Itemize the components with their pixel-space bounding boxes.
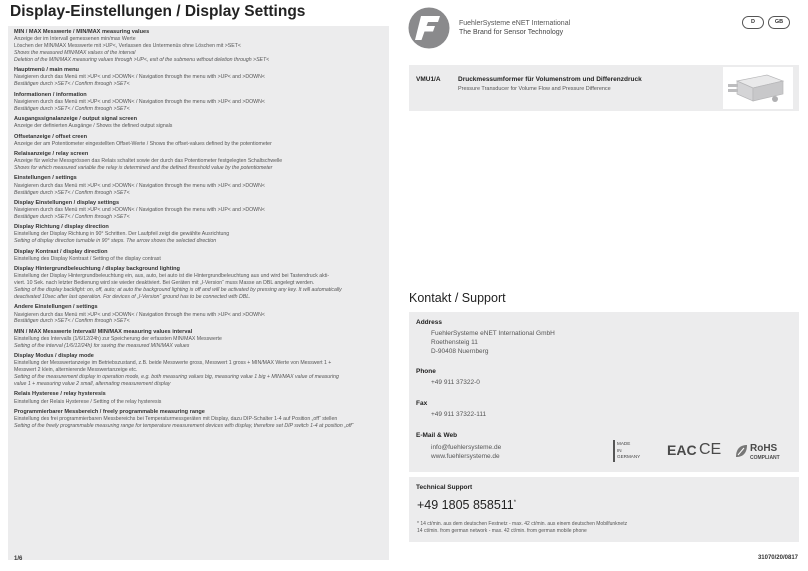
document-number: 31070/20/0817 [757,555,798,561]
made-in-germany-text: MADE [617,441,631,446]
page-number: 1/6 [14,556,23,562]
rohs-badge [735,443,787,465]
brand-tagline: The Brand for Sensor Technology [459,29,564,36]
section-heading: Display Hintergrundbeleuchtung / display background lighting [14,266,180,273]
section-text-en: Bestätigen durch >SET< / Confirm through >SET< [14,81,130,88]
section-text: Anzeige der im Intervall gemessenen min/max Werte [14,36,136,43]
settings-section [14,224,383,245]
section-text: Einstellung des Display Kontrast / Setting of the display contrast [14,255,161,262]
section-text: Navigieren durch das Menü mit >UP< und >DOWN< / Navigation through the menu with >UP< and >DOWN< [14,182,265,189]
section-text-en: Shows the measured MIN/MAX values of the interval [14,50,136,57]
brand-name: FuehlerSysteme eNET International [459,20,571,27]
settings-section [14,304,383,325]
section-heading: Display Modus / display mode [14,353,94,360]
section-text: Anzeige der am Potentiometer eingestellten Offset-Werte / Shows the offset-values defined by the potentiometer [14,140,272,147]
section-text-en: value 1 + measuring value 2 small, alternating measurement display [14,381,171,388]
made-in-germany-text: IN [617,447,622,453]
made-in-germany-text: GERMANY [617,454,641,460]
settings-section [14,391,383,405]
section-text-en: Setting of the interval (1/6/12/24h) for saving the measured MIN/MAX values [14,342,190,349]
language-badge-gb: GB [768,16,790,29]
section-text: Einstellung des frei programmierbaren Messbereichs bei Temperaturmessgeräten mit Display, dazu DIP-Schalter 1-4 auf Position „off“ stellen [14,416,338,423]
section-heading: Relaisanzeige / relay screen [14,151,89,158]
support-rate-note-de: * 14 ct/min. aus dem deutschen Festnetz - max. 42 ct/min. aus einem deutschen Mobilfunknetz [417,521,628,527]
address-line: FuehlerSysteme eNET International GmbH [431,330,555,337]
support-box [409,477,799,542]
section-text: Anzeige für welche Messgrössen das Relais schaltet sowie der durch das Potentiometer festgelegten Schaltschwelle [14,158,283,165]
section-heading: Andere Einstellungen / settings [14,304,98,311]
section-text: viert. 10 Sek. nach letzter Bedienung wird sie wieder deaktiviert. Bei Geräten mit „I-Version“ muss Masse an DBL angelegt werden. [14,280,315,287]
section-text-en: Shows for which measured variable the relay is determined and the defined threshold value by the potentiometer [14,165,273,172]
section-text-en: Setting of the display backlight: on, off, auto; at auto the background lighting is off and will be activated by pressing any key. It will automatically [14,287,342,294]
section-text-en: Setting of the measurement display in operation mode, e.g. both measuring values big, measuring value 1 big + MIN/MAX value of measuring [14,374,339,381]
rohs-text: RoHS [750,443,778,454]
section-text-en: Bestätigen durch >SET< / Confirm through >SET< [14,189,130,196]
product-title-en: Pressure Transducer for Volume Flow and Pressure Difference [458,86,611,92]
contact-box [409,312,799,472]
section-heading: Einstellungen / settings [14,175,77,182]
brand-logo [408,7,450,49]
settings-section [14,29,383,64]
fax-number: +49 911 37322-111 [431,411,487,418]
settings-section [14,409,383,430]
eac-mark: EAC [667,442,697,458]
settings-section [14,266,383,301]
product-model: VMU1/A [416,76,441,83]
section-text: Navigieren durch das Menü mit >UP< und >DOWN< / Navigation through the menu with >UP< and >DOWN< [14,98,265,105]
section-text-en: Bestätigen durch >SET< / Confirm through >SET< [14,105,130,112]
settings-section [14,200,383,221]
product-box [409,65,799,111]
section-text-en: Deletion of the MIN/MAX measuring values through >UP<, exit of the submenu without deletion through >SET< [14,56,270,63]
section-heading: Relais Hysterese / relay hysteresis [14,391,106,398]
section-heading: Hauptmenü / main menu [14,67,79,74]
address-line: D-90408 Nuernberg [431,348,489,355]
section-text: Einstellung der Display Richtung in 90° Schritten. Der Laufpfeil zeigt die gewählte Ausrichtung [14,231,230,238]
support-rate-note-en: 14 ct/min. from german network - max. 42 ct/min. from german mobile phone [417,528,587,534]
section-text: Einstellung des Intervalls (1/6/12/24h) zur Speicherung der erfassten MIN/MAX Messwerte [14,335,222,342]
page-title: Display-Einstellungen / Display Settings [10,3,306,20]
section-text-en: Setting of display direction turnable in 90° steps. The arrow shows the selected direction [14,238,217,245]
section-heading: Informationen / information [14,91,87,98]
section-heading: Display Kontrast / display direction [14,248,108,255]
product-title-de: Druckmessumformer für Volumenstrom und Differenzdruck [458,76,642,83]
section-text: Einstellung der Messwertanzeige im Betriebszustand, z.B. beide Messwerte gross, Messwert 1 gross + MIN/MAX Werte von Messwert 1 + [14,360,332,367]
section-heading: Offsetanzeige / offset creen [14,133,88,140]
section-heading: Display Einstellungen / display settings [14,199,120,206]
section-text: Einstellung der Display Hintergrundbeleuchtung ein, aus, auto, bei auto ist die Hintergrundbeleuchtung aus und wird bei Tastendruck akti- [14,273,330,280]
section-text-en: Bestätigen durch >SET< / Confirm through >SET< [14,213,130,220]
email-web-label: E-Mail & Web [416,432,458,439]
settings-section [14,92,383,113]
section-heading: Ausgangssignalanzeige / output signal screen [14,116,138,123]
section-text: Navigieren durch das Menü mit >UP< und >DOWN< / Navigation through the menu with >UP< and >DOWN< [14,311,265,318]
ce-mark: CE [699,441,722,458]
section-heading: MIN / MAX Messwerte / MIN/MAX measuring values [14,29,150,35]
support-phone-mark: * [513,499,517,506]
settings-section [14,249,383,263]
address-line: Roethensteig 11 [431,339,478,346]
settings-section [14,67,383,88]
phone-label: Phone [416,368,436,375]
support-phone-number: +49 1805 858511 [417,498,514,512]
section-text: Messwert 2 klein, alternierende Messwertanzeige etc. [14,367,138,374]
rohs-compliant-text: COMPLIANT [750,455,780,461]
settings-description-panel [8,26,389,560]
fax-label: Fax [416,400,428,407]
section-text: Anzeige der definierten Ausgänge / Shows the defined output signals [14,123,173,130]
section-text: Navigieren durch das Menü mit >UP< und >DOWN< / Navigation through the menu with >UP< and >DOWN< [14,74,265,81]
settings-section [14,353,383,388]
address-label: Address [416,319,443,326]
settings-section [14,329,383,350]
settings-section [14,116,383,130]
settings-section [14,134,383,148]
section-heading: Display Richtung / display direction [14,224,109,231]
website-link[interactable]: www.fuehlersysteme.de [431,453,500,460]
section-text: Löschen der MIN/MAX Messwerte mit >UP<, Verlassen des Untermenüs ohne Löschen mit >SET< [14,43,241,50]
section-text: Navigieren durch das Menü mit >UP< und >DOWN< / Navigation through the menu with >UP< and >DOWN< [14,207,265,214]
product-image [723,67,793,109]
section-text: Einstellung der Relais Hysterese / Setting of the relay hysteresis [14,398,162,405]
settings-section [14,175,383,196]
section-text-en: Bestätigen durch >SET< / Confirm through >SET< [14,318,130,325]
settings-section [14,151,383,172]
section-heading: MIN / MAX Messwerte Intervall/ MIN/MAX measuring values interval [14,328,193,335]
section-text-en: deactivated 10sec after last operation. For devices of „I-Version“ ground has to be connected with DBL. [14,294,251,301]
made-in-germany-badge [613,440,641,462]
phone-number: +49 911 37322-0 [431,379,480,386]
technical-support-heading: Technical Support [416,484,473,491]
contact-heading: Kontakt / Support [409,291,506,305]
support-phone [417,498,516,512]
language-badge-de: D [742,16,764,29]
leaf-icon [735,444,748,459]
section-text-en: Setting of the freely programmable measuring range for temperature measurement devices with display, therefore set DIP switch 1-4 at position „off“ [14,423,354,430]
email-link[interactable]: info@fuehlersysteme.de [431,444,502,451]
section-heading: Programmierbarer Messbereich / freely programmable measuring range [14,408,205,415]
